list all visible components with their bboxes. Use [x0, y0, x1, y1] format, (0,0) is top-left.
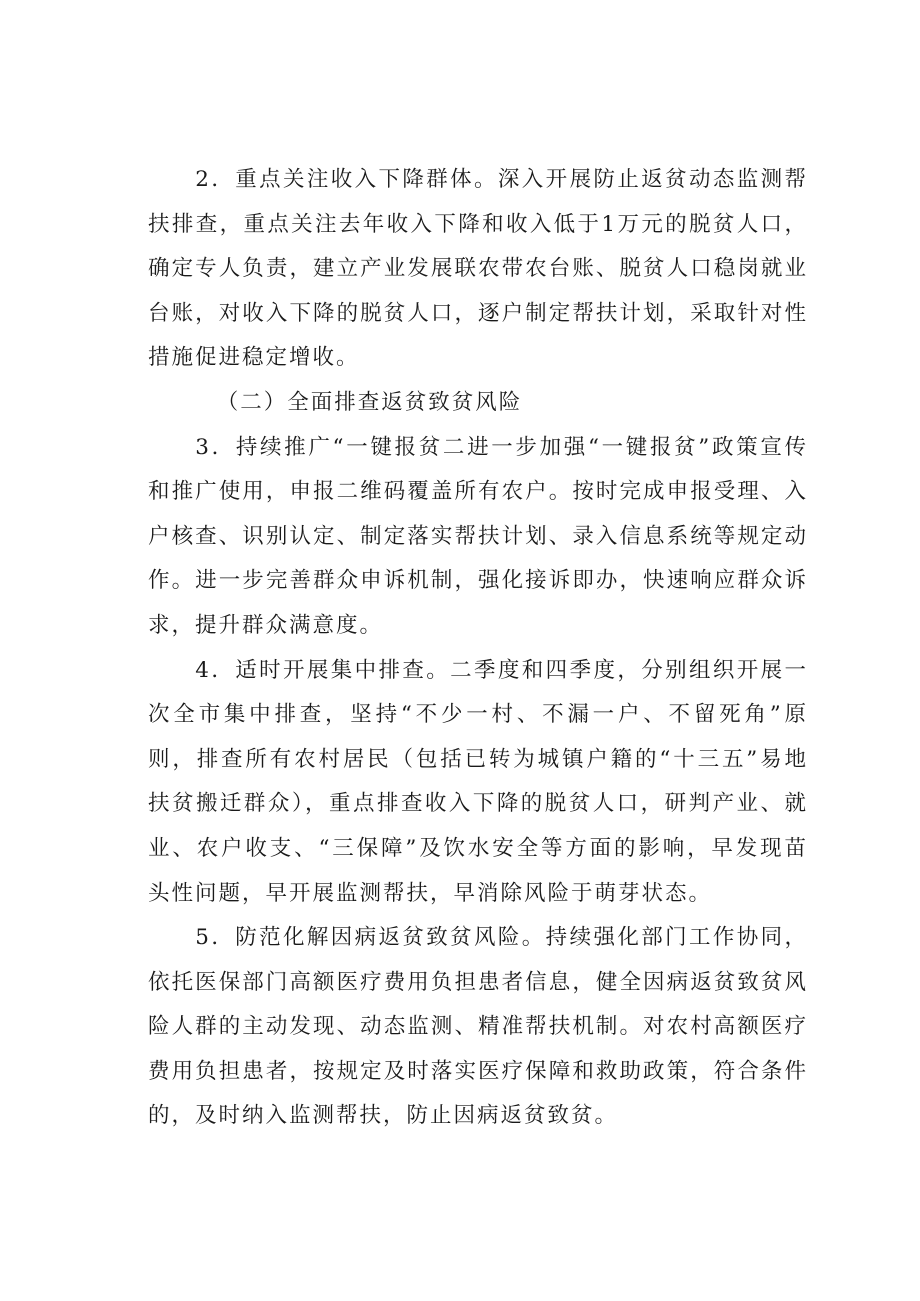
document-body — [148, 158, 808, 1139]
paragraph-item-5: 5．防范化解因病返贫致贫风险。持续强化部门工作协同，依托医保部门高额医疗费用负担患者信息，健全因病返贫致贫风险人群的主动发现、动态监测、精准帮扶机制。对农村高额医疗费用负担患者，按规定及时落实医疗保障和救助政策，符合条件的，及时纳入监测帮扶，防止因病返贫致贫。 — [148, 925, 808, 1129]
paragraph-item-2: 2．重点关注收入下降群体。深入开展防止返贫动态监测帮扶排查，重点关注去年收入下降和收入低于1万元的脱贫人口，确定专人负责，建立产业发展联农带农台账、脱贫人口稳岗就业台账，对收入下降的脱贫人口，逐户制定帮扶计划，采取针对性措施促进稳定增收。 — [148, 167, 808, 371]
paragraph-item-3: 3．持续推广“一键报贫二进一步加强“一键报贫”政策宣传和推广使用，申报二维码覆盖所有农户。按时完成申报受理、入户核查、识别认定、制定落实帮扶计划、录入信息系统等规定动作。进一步完善群众申诉机制，强化接诉即办，快速响应群众诉求，提升群众满意度。 — [148, 434, 808, 638]
section-heading-2: （二）全面排查返贫致贫风险 — [216, 389, 523, 415]
paragraph-item-4: 4．适时开展集中排查。二季度和四季度，分别组织开展一次全市集中排查，坚持“不少一村、不漏一户、不留死角”原则，排查所有农村居民（包括已转为城镇户籍的“十三五”易地扶贫搬迁群众），重点排查收入下降的脱贫人口，研判产业、就业、农户收支、“三保障”及饮水安全等方面的影响，早发现苗头性问题，早开展监测帮扶，早消除风险于萌芽状态。 — [148, 657, 808, 906]
